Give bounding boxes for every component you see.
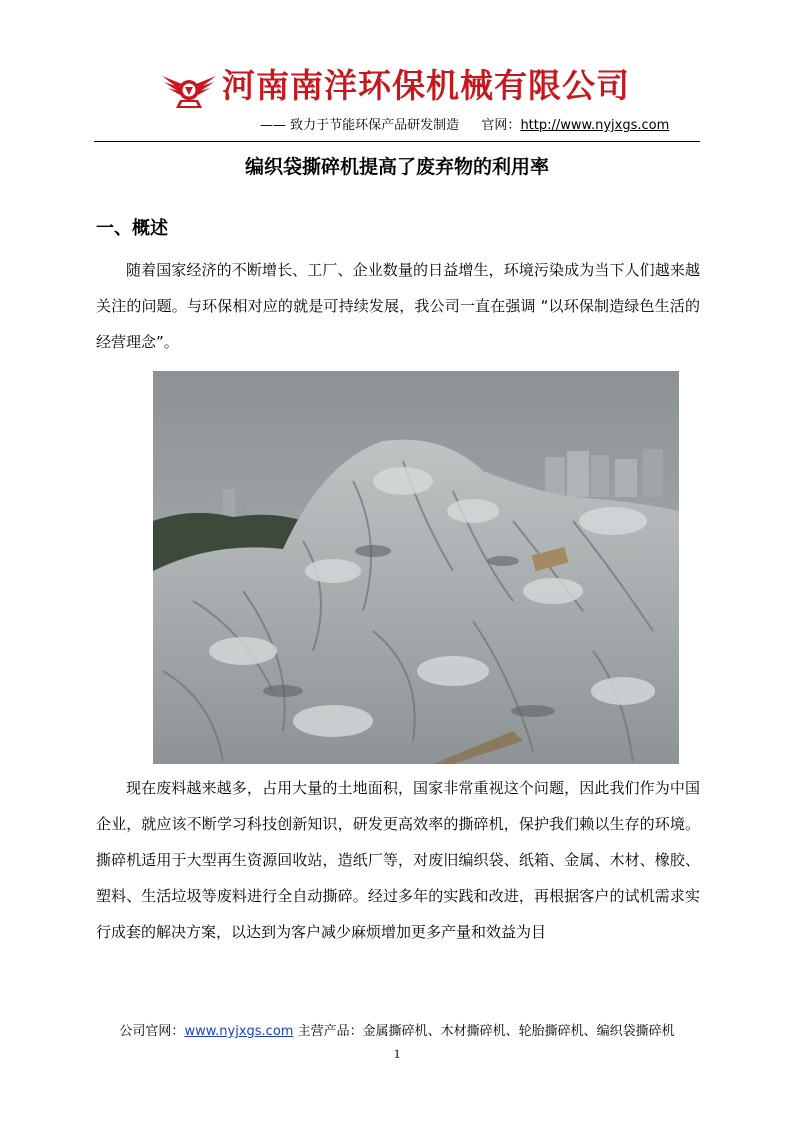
- footer-site-label: 公司官网：: [119, 1024, 185, 1039]
- eagle-logo-icon: [160, 68, 218, 110]
- header-divider: [94, 141, 700, 142]
- slogan-text: —— 致力于节能环保产品研发制造: [260, 118, 460, 133]
- company-name: 河南南洋环保机械有限公司: [222, 66, 630, 105]
- footer-products: 主营产品：金属撕碎机、木材撕碎机、轮胎撕碎机、编织袋撕碎机: [293, 1024, 675, 1039]
- page-number: 1: [393, 1046, 401, 1061]
- section-heading: 一、概述: [96, 218, 168, 239]
- paragraph-body: 现在废料越来越多，占用大量的土地面积，国家非常重视这个问题，因此我们作为中国企业，就应该不断学习科技创新知识，研发更高效率的撕碎机，保护我们赖以生存的环境。撕碎机适用于大型再生资源回收站，造纸厂等，对废旧编织袋、纸箱、金属、木材、橡胶、塑料、生活垃圾等废料进行全自动撕碎。经过多年的实践和改进，再根据客户的试机需求实行成套的解决方案，以达到为客户减少麻烦增加更多产量和效益为目: [96, 779, 700, 941]
- page-footer: [0, 1022, 794, 1042]
- paragraph-intro: 随着国家经济的不断增长、工厂、企业数量的日益增生，环境污染成为当下人们越来越关注的问题。与环保相对应的就是可持续发展，我公司一直在强调 “以环保制造绿色生活的经营理念”。: [96, 261, 700, 351]
- website-link[interactable]: http://www.nyjxgs.com: [520, 118, 670, 133]
- website-label: 官网：: [481, 118, 521, 133]
- header-tagline: [260, 117, 669, 135]
- woven-bag-pile-photo: [153, 371, 679, 764]
- document-title: 编织袋撕碎机提高了废弃物的利用率: [244, 156, 549, 178]
- footer-site-link[interactable]: www.nyjxgs.com: [184, 1024, 294, 1039]
